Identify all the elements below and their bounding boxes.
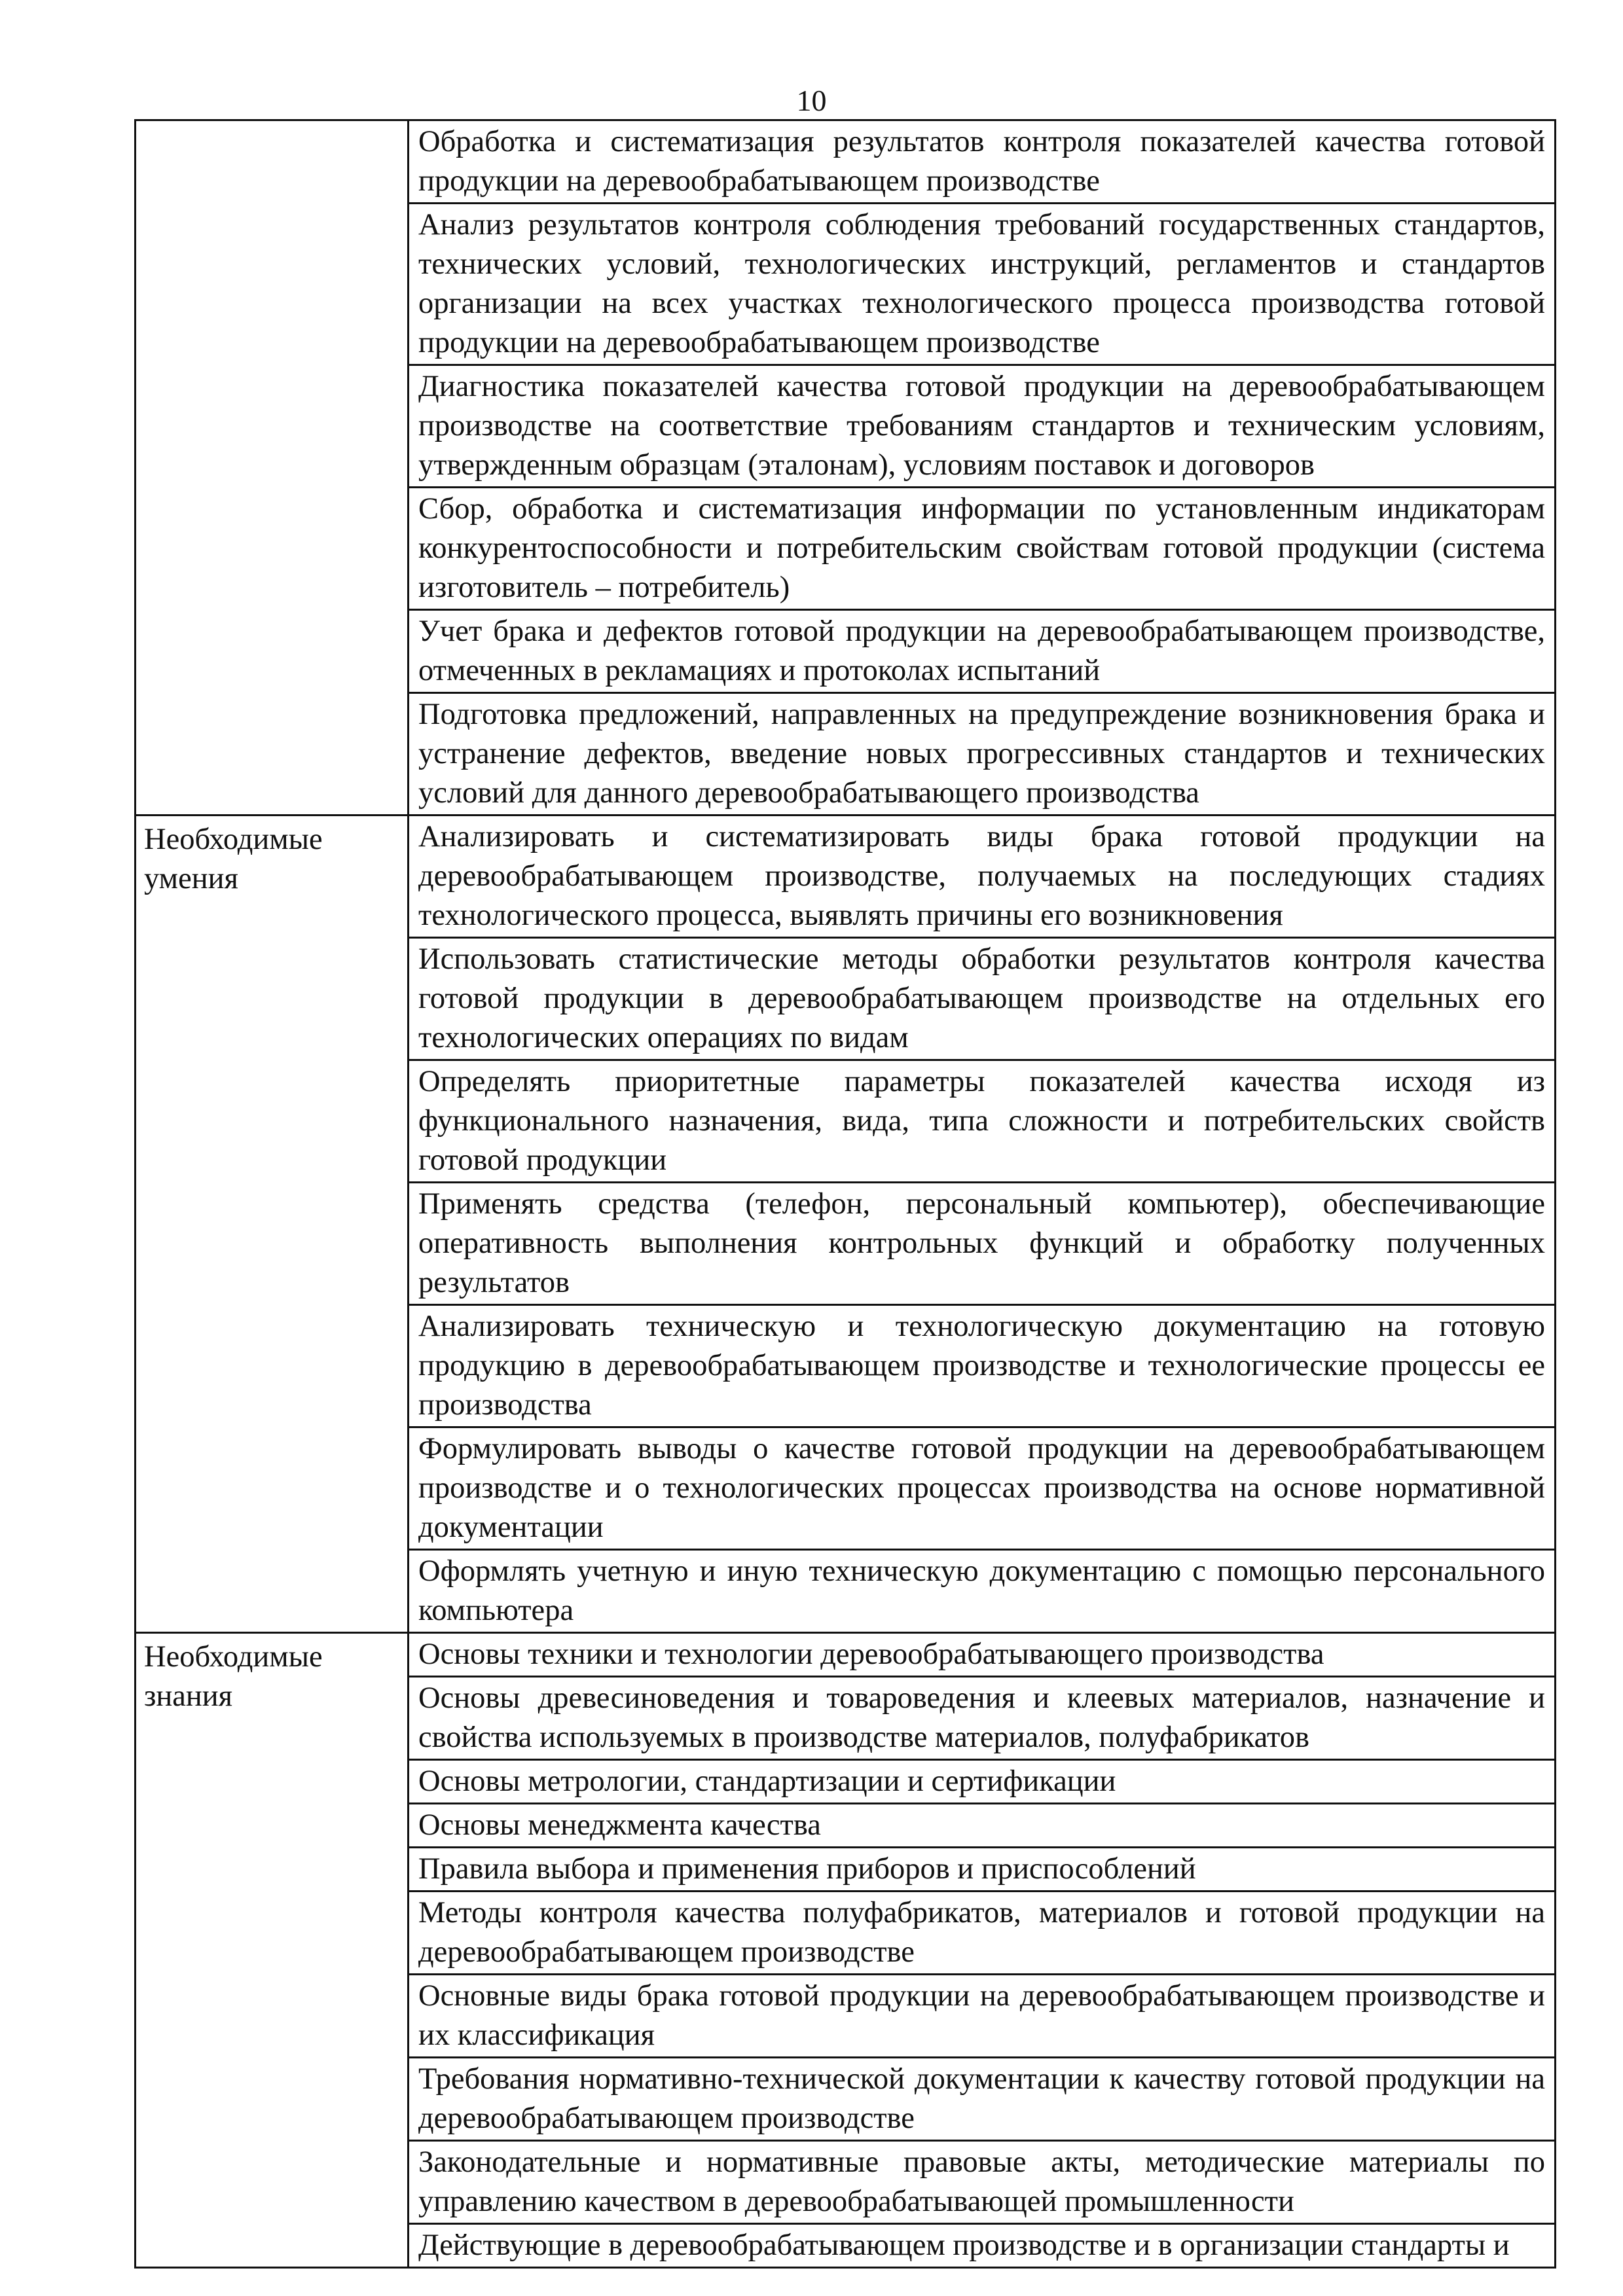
table-cell: Сбор, обработка и систематизация информации по установленным индикаторам конкурентоспособности и потребительским свойствам готовой продукции (система изготовитель – потребитель) [409, 488, 1556, 610]
table-cell: Требования нормативно-технической документации к качеству готовой продукции на деревообрабатывающем производстве [409, 2058, 1556, 2141]
table-cell: Использовать статистические методы обработки результатов контроля качества готовой продукции в деревообрабатывающем производстве на отдельных его технологических операциях по видам [409, 938, 1556, 1060]
table-cell: Анализировать и систематизировать виды брака готовой продукции на деревообрабатывающем производстве, получаемых на последующих стадиях технологического процесса, выявлять причины его возникновения [409, 816, 1556, 938]
table-cell: Подготовка предложений, направленных на предупреждение возникновения брака и устранение дефектов, введение новых прогрессивных стандартов и технических условий для данного деревообрабатывающего производства [409, 693, 1556, 816]
table-row [136, 120, 1556, 204]
section-label-cell [136, 816, 409, 1633]
table-cell: Правила выбора и применения приборов и приспособлений [409, 1848, 1556, 1892]
table-cell: Анализ результатов контроля соблюдения требований государственных стандартов, технических условий, технологических инструкций, регламентов и стандартов организации на всех участках технологического процесса производства готовой продукции на деревообрабатывающем производстве [409, 204, 1556, 365]
page-number: 10 [796, 84, 827, 117]
requirements-table [134, 119, 1556, 2269]
table-cell: Основные виды брака готовой продукции на деревообрабатывающем производстве и их классификация [409, 1975, 1556, 2058]
table-cell: Применять средства (телефон, персональный компьютер), обеспечивающие оперативность выполнения контрольных функций и обработку полученных результатов [409, 1183, 1556, 1305]
table-cell: Основы метрологии, стандартизации и сертификации [409, 1760, 1556, 1804]
table-cell: Формулировать выводы о качестве готовой продукции на деревообрабатывающем производстве и о технологических процессах производства на основе нормативной документации [409, 1427, 1556, 1550]
table-row [136, 1633, 1556, 1677]
table-cell: Действующие в деревообрабатывающем производстве и в организации стандарты и [409, 2224, 1556, 2268]
table-cell: Учет брака и дефектов готовой продукции на деревообрабатывающем производстве, отмеченных в рекламациях и протоколах испытаний [409, 610, 1556, 693]
table-cell: Основы древесиноведения и товароведения и клеевых материалов, назначение и свойства используемых в производстве материалов, полуфабрикатов [409, 1677, 1556, 1760]
requirements-table-body [136, 120, 1556, 2268]
table-cell: Определять приоритетные параметры показателей качества исходя из функционального назначения, вида, типа сложности и потребительских свойств готовой продукции [409, 1060, 1556, 1183]
section-label-cell [136, 120, 409, 816]
table-row [136, 816, 1556, 938]
table-cell: Анализировать техническую и технологическую документацию на готовую продукцию в деревообрабатывающем производстве и технологические процессы ее производства [409, 1305, 1556, 1427]
table-cell: Основы менеджмента качества [409, 1804, 1556, 1848]
table-cell: Оформлять учетную и иную техническую документацию с помощью персонального компьютера [409, 1550, 1556, 1633]
table-cell: Методы контроля качества полуфабрикатов, материалов и готовой продукции на деревообрабатывающем производстве [409, 1892, 1556, 1975]
section-label-cell [136, 1633, 409, 2268]
table-cell: Обработка и систематизация результатов контроля показателей качества готовой продукции на деревообрабатывающем производстве [409, 120, 1556, 204]
table-cell: Основы техники и технологии деревообрабатывающего производства [409, 1633, 1556, 1677]
table-cell: Диагностика показателей качества готовой продукции на деревообрабатывающем производстве на соответствие требованиям стандартов и техническим условиям, утвержденным образцам (эталонам), условиям поставок и договоров [409, 365, 1556, 488]
section-label-skills: Необходимые умения [144, 823, 323, 895]
table-cell: Законодательные и нормативные правовые акты, методические материалы по управлению качеством в деревообрабатывающей промышленности [409, 2141, 1556, 2224]
section-label-knowledge: Необходимые знания [144, 1640, 323, 1713]
